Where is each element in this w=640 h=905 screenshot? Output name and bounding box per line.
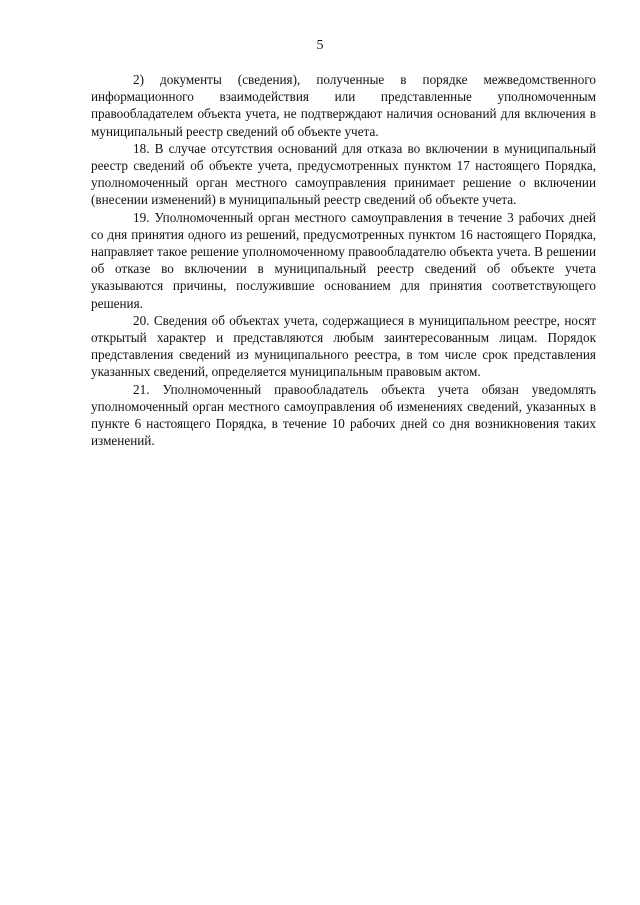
paragraph-item-2: 2) документы (сведения), полученные в порядке межведомственного информационного взаимодействия или представленные уполномоченным правообладателем объекта учета, не подтверждают наличия оснований для включения в муниципальный реестр сведений об объекте учета. — [91, 72, 596, 139]
paragraph-19: 19. Уполномоченный орган местного самоуправления в течение 3 рабочих дней со дня принятия одного из решений, предусмотренных пунктом 16 настоящего Порядка, направляет такое решение уполномоченному правообладателю объекта учета. В решении об отказе во включении в муниципальный реестр сведений об объекте учета указываются причины, послужившие основанием для принятия соответствующего решения. — [91, 209, 596, 311]
paragraph-20: 20. Сведения об объектах учета, содержащиеся в муниципальном реестре, носят открытый характер и представляются любым заинтересованным лицам. Порядок представления сведений из муниципального реестра, в том числе срок представления указанных сведений, определяется муниципальным правовым актом. — [91, 312, 596, 380]
page-number: 5 — [316, 38, 324, 53]
paragraph-21: 21. Уполномоченный правообладатель объекта учета обязан уведомлять уполномоченный орган местного самоуправления об изменениях сведений, указанных в пункте 6 настоящего Порядка, в течение 10 рабочих дней со дня возникновения таких изменений. — [91, 381, 596, 449]
document-body — [91, 71, 596, 449]
paragraph-18: 18. В случае отсутствия оснований для отказа во включении в муниципальный реестр сведений об объекте учета, предусмотренных пунктом 17 настоящего Порядка, уполномоченный орган местного самоуправления принимает решение о включении (внесении изменений) в муниципальный реестр сведений об объекте учета. — [91, 140, 596, 208]
